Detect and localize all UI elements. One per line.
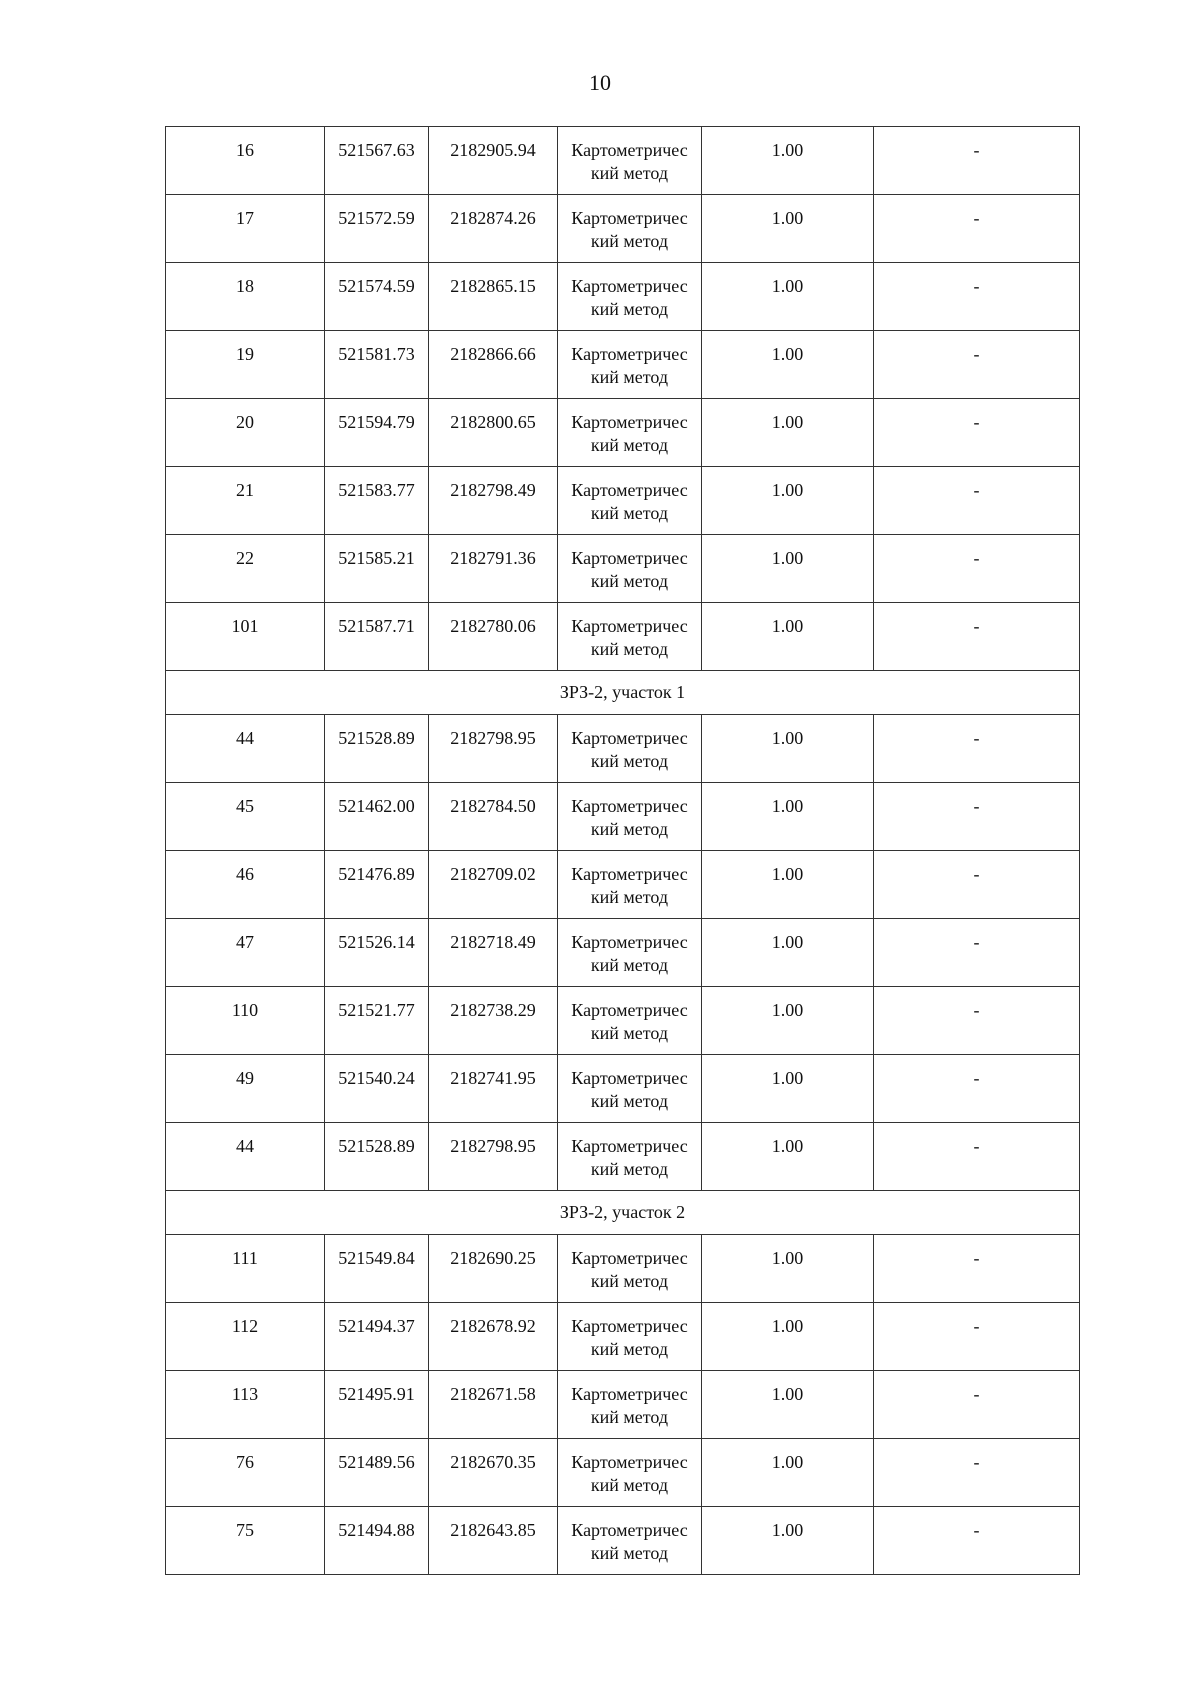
- accuracy-cell: 1.00: [702, 1055, 874, 1123]
- method-cell: Картометричес кий метод: [558, 399, 702, 467]
- point-number-cell: 47: [166, 919, 325, 987]
- y-coordinate-cell: 2182718.49: [429, 919, 558, 987]
- accuracy-cell: 1.00: [702, 331, 874, 399]
- point-number-cell: 20: [166, 399, 325, 467]
- point-number-cell: 44: [166, 715, 325, 783]
- section-label: ЗРЗ-2, участок 2: [166, 1191, 1080, 1235]
- y-coordinate-cell: 2182798.95: [429, 715, 558, 783]
- accuracy-cell: 1.00: [702, 1439, 874, 1507]
- description-cell: -: [874, 1507, 1080, 1575]
- x-coordinate-cell: 521528.89: [325, 1123, 429, 1191]
- method-cell: Картометричес кий метод: [558, 127, 702, 195]
- table-row: [166, 399, 1080, 467]
- coordinates-table-body: [166, 127, 1080, 1575]
- table-row: [166, 603, 1080, 671]
- method-cell: Картометричес кий метод: [558, 603, 702, 671]
- table-row: [166, 919, 1080, 987]
- y-coordinate-cell: 2182780.06: [429, 603, 558, 671]
- y-coordinate-cell: 2182798.49: [429, 467, 558, 535]
- accuracy-cell: 1.00: [702, 127, 874, 195]
- y-coordinate-cell: 2182905.94: [429, 127, 558, 195]
- accuracy-cell: 1.00: [702, 603, 874, 671]
- point-number-cell: 21: [166, 467, 325, 535]
- x-coordinate-cell: 521594.79: [325, 399, 429, 467]
- method-cell: Картометричес кий метод: [558, 1303, 702, 1371]
- method-cell: Картометричес кий метод: [558, 535, 702, 603]
- point-number-cell: 22: [166, 535, 325, 603]
- description-cell: -: [874, 1055, 1080, 1123]
- method-cell: Картометричес кий метод: [558, 715, 702, 783]
- section-header-row: [166, 1191, 1080, 1235]
- y-coordinate-cell: 2182866.66: [429, 331, 558, 399]
- table-row: [166, 1303, 1080, 1371]
- description-cell: -: [874, 195, 1080, 263]
- point-number-cell: 75: [166, 1507, 325, 1575]
- description-cell: -: [874, 1371, 1080, 1439]
- point-number-cell: 45: [166, 783, 325, 851]
- description-cell: -: [874, 851, 1080, 919]
- method-cell: Картометричес кий метод: [558, 195, 702, 263]
- accuracy-cell: 1.00: [702, 263, 874, 331]
- description-cell: -: [874, 1303, 1080, 1371]
- accuracy-cell: 1.00: [702, 1123, 874, 1191]
- description-cell: -: [874, 783, 1080, 851]
- description-cell: -: [874, 715, 1080, 783]
- y-coordinate-cell: 2182741.95: [429, 1055, 558, 1123]
- y-coordinate-cell: 2182671.58: [429, 1371, 558, 1439]
- table-row: [166, 715, 1080, 783]
- method-cell: Картометричес кий метод: [558, 851, 702, 919]
- x-coordinate-cell: 521476.89: [325, 851, 429, 919]
- page-number: 10: [589, 70, 611, 95]
- point-number-cell: 112: [166, 1303, 325, 1371]
- y-coordinate-cell: 2182690.25: [429, 1235, 558, 1303]
- accuracy-cell: 1.00: [702, 195, 874, 263]
- x-coordinate-cell: 521574.59: [325, 263, 429, 331]
- x-coordinate-cell: 521572.59: [325, 195, 429, 263]
- table-row: [166, 1371, 1080, 1439]
- table-row: [166, 331, 1080, 399]
- point-number-cell: 49: [166, 1055, 325, 1123]
- method-cell: Картометричес кий метод: [558, 263, 702, 331]
- y-coordinate-cell: 2182670.35: [429, 1439, 558, 1507]
- y-coordinate-cell: 2182709.02: [429, 851, 558, 919]
- x-coordinate-cell: 521587.71: [325, 603, 429, 671]
- accuracy-cell: 1.00: [702, 467, 874, 535]
- table-row: [166, 467, 1080, 535]
- accuracy-cell: 1.00: [702, 535, 874, 603]
- description-cell: -: [874, 399, 1080, 467]
- table-row: [166, 1439, 1080, 1507]
- method-cell: Картометричес кий метод: [558, 1439, 702, 1507]
- x-coordinate-cell: 521583.77: [325, 467, 429, 535]
- point-number-cell: 44: [166, 1123, 325, 1191]
- point-number-cell: 46: [166, 851, 325, 919]
- accuracy-cell: 1.00: [702, 1507, 874, 1575]
- x-coordinate-cell: 521581.73: [325, 331, 429, 399]
- description-cell: -: [874, 1123, 1080, 1191]
- table-row: [166, 1507, 1080, 1575]
- x-coordinate-cell: 521528.89: [325, 715, 429, 783]
- accuracy-cell: 1.00: [702, 919, 874, 987]
- coordinates-table: [165, 126, 1080, 1575]
- accuracy-cell: 1.00: [702, 987, 874, 1055]
- y-coordinate-cell: 2182865.15: [429, 263, 558, 331]
- accuracy-cell: 1.00: [702, 1235, 874, 1303]
- method-cell: Картометричес кий метод: [558, 467, 702, 535]
- table-row: [166, 783, 1080, 851]
- y-coordinate-cell: 2182784.50: [429, 783, 558, 851]
- method-cell: Картометричес кий метод: [558, 919, 702, 987]
- description-cell: -: [874, 603, 1080, 671]
- x-coordinate-cell: 521526.14: [325, 919, 429, 987]
- method-cell: Картометричес кий метод: [558, 1055, 702, 1123]
- point-number-cell: 113: [166, 1371, 325, 1439]
- x-coordinate-cell: 521494.88: [325, 1507, 429, 1575]
- description-cell: -: [874, 919, 1080, 987]
- x-coordinate-cell: 521567.63: [325, 127, 429, 195]
- accuracy-cell: 1.00: [702, 783, 874, 851]
- accuracy-cell: 1.00: [702, 1303, 874, 1371]
- table-row: [166, 1235, 1080, 1303]
- point-number-cell: 16: [166, 127, 325, 195]
- description-cell: -: [874, 331, 1080, 399]
- y-coordinate-cell: 2182738.29: [429, 987, 558, 1055]
- point-number-cell: 17: [166, 195, 325, 263]
- accuracy-cell: 1.00: [702, 1371, 874, 1439]
- accuracy-cell: 1.00: [702, 399, 874, 467]
- y-coordinate-cell: 2182643.85: [429, 1507, 558, 1575]
- point-number-cell: 101: [166, 603, 325, 671]
- table-row: [166, 1123, 1080, 1191]
- x-coordinate-cell: 521495.91: [325, 1371, 429, 1439]
- method-cell: Картометричес кий метод: [558, 331, 702, 399]
- description-cell: -: [874, 987, 1080, 1055]
- method-cell: Картометричес кий метод: [558, 1123, 702, 1191]
- table-row: [166, 1055, 1080, 1123]
- accuracy-cell: 1.00: [702, 715, 874, 783]
- y-coordinate-cell: 2182874.26: [429, 195, 558, 263]
- description-cell: -: [874, 535, 1080, 603]
- table-row: [166, 263, 1080, 331]
- method-cell: Картометричес кий метод: [558, 783, 702, 851]
- method-cell: Картометричес кий метод: [558, 1235, 702, 1303]
- description-cell: -: [874, 1439, 1080, 1507]
- x-coordinate-cell: 521489.56: [325, 1439, 429, 1507]
- point-number-cell: 76: [166, 1439, 325, 1507]
- x-coordinate-cell: 521540.24: [325, 1055, 429, 1123]
- accuracy-cell: 1.00: [702, 851, 874, 919]
- table-row: [166, 127, 1080, 195]
- description-cell: -: [874, 127, 1080, 195]
- point-number-cell: 18: [166, 263, 325, 331]
- point-number-cell: 111: [166, 1235, 325, 1303]
- y-coordinate-cell: 2182798.95: [429, 1123, 558, 1191]
- point-number-cell: 19: [166, 331, 325, 399]
- x-coordinate-cell: 521585.21: [325, 535, 429, 603]
- section-header-row: [166, 671, 1080, 715]
- description-cell: -: [874, 1235, 1080, 1303]
- method-cell: Картометричес кий метод: [558, 1507, 702, 1575]
- y-coordinate-cell: 2182678.92: [429, 1303, 558, 1371]
- x-coordinate-cell: 521549.84: [325, 1235, 429, 1303]
- x-coordinate-cell: 521462.00: [325, 783, 429, 851]
- section-label: ЗРЗ-2, участок 1: [166, 671, 1080, 715]
- x-coordinate-cell: 521521.77: [325, 987, 429, 1055]
- method-cell: Картометричес кий метод: [558, 987, 702, 1055]
- y-coordinate-cell: 2182800.65: [429, 399, 558, 467]
- method-cell: Картометричес кий метод: [558, 1371, 702, 1439]
- y-coordinate-cell: 2182791.36: [429, 535, 558, 603]
- x-coordinate-cell: 521494.37: [325, 1303, 429, 1371]
- point-number-cell: 110: [166, 987, 325, 1055]
- description-cell: -: [874, 263, 1080, 331]
- description-cell: -: [874, 467, 1080, 535]
- table-row: [166, 195, 1080, 263]
- table-row: [166, 851, 1080, 919]
- table-row: [166, 535, 1080, 603]
- table-row: [166, 987, 1080, 1055]
